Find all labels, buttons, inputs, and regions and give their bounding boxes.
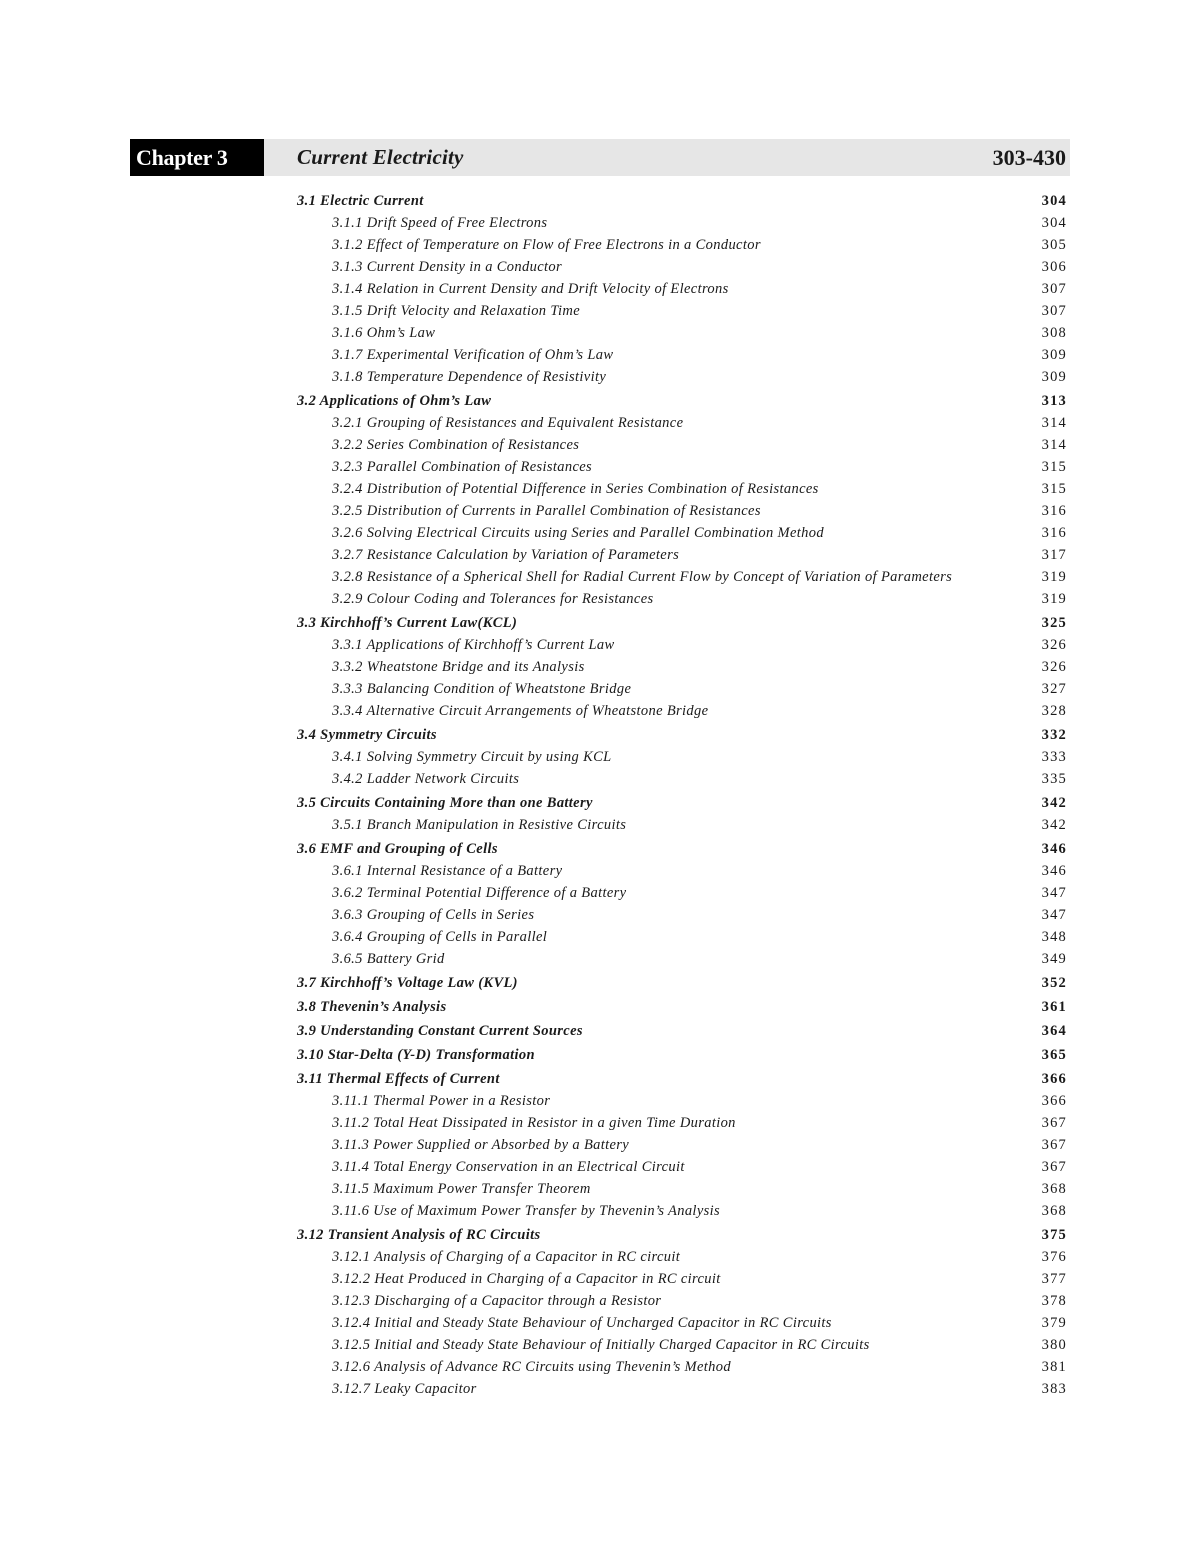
toc-entry-page: 347 [1041, 885, 1067, 901]
toc-entry-page: 332 [1041, 727, 1067, 743]
toc-subsection-row [297, 746, 1067, 768]
toc-entry-title: 3.1.8 Temperature Dependence of Resistivity [332, 369, 607, 385]
toc-entry-title: 3.11 Thermal Effects of Current [297, 1071, 500, 1087]
toc-subsection-row [297, 544, 1067, 566]
toc-entry-page: 313 [1041, 393, 1067, 409]
toc-entry-title: 3.6.3 Grouping of Cells in Series [332, 907, 535, 923]
toc-entry-page: 368 [1041, 1203, 1067, 1219]
toc-entry-page: 314 [1041, 415, 1067, 431]
toc-entry-page: 346 [1041, 863, 1067, 879]
toc-entry-title: 3.1.1 Drift Speed of Free Electrons [332, 215, 548, 231]
toc-subsection-row [297, 1090, 1067, 1112]
toc-entry-page: 325 [1041, 615, 1067, 631]
toc-entry-page: 328 [1041, 703, 1067, 719]
toc-entry-title: 3.6.5 Battery Grid [332, 951, 445, 967]
toc-subsection-row [297, 1134, 1067, 1156]
toc-entry-page: 349 [1041, 951, 1067, 967]
toc-entry-title: 3.2.9 Colour Coding and Tolerances for Resistances [332, 591, 654, 607]
toc-entry-page: 342 [1041, 795, 1067, 811]
toc-entry-page: 316 [1041, 503, 1067, 519]
toc-subsection-row [297, 904, 1067, 926]
toc-entry-title: 3.2.2 Series Combination of Resistances [332, 437, 580, 453]
toc-entry-page: 367 [1041, 1115, 1067, 1131]
toc-entry-title: 3.3 Kirchhoff’s Current Law(KCL) [297, 615, 518, 631]
toc-subsection-row [297, 300, 1067, 322]
toc-subsection-row [297, 926, 1067, 948]
table-of-contents [297, 190, 1067, 1400]
toc-entry-page: 361 [1041, 999, 1067, 1015]
toc-section-row [297, 838, 1067, 860]
toc-entry-title: 3.4.1 Solving Symmetry Circuit by using KCL [332, 749, 612, 765]
toc-entry-title: 3.4 Symmetry Circuits [297, 727, 437, 743]
toc-entry-title: 3.9 Understanding Constant Current Sources [297, 1023, 583, 1039]
toc-entry-title: 3.7 Kirchhoff’s Voltage Law (KVL) [297, 975, 518, 991]
toc-entry-title: 3.1.7 Experimental Verification of Ohm’s Law [332, 347, 614, 363]
toc-subsection-row [297, 234, 1067, 256]
toc-entry-title: 3.11.6 Use of Maximum Power Transfer by Thevenin’s Analysis [332, 1203, 720, 1219]
toc-entry-title: 3.1.4 Relation in Current Density and Drift Velocity of Electrons [332, 281, 729, 297]
chapter-header [130, 139, 1070, 176]
toc-entry-page: 381 [1041, 1359, 1067, 1375]
toc-entry-page: 366 [1041, 1071, 1067, 1087]
toc-entry-title: 3.11.1 Thermal Power in a Resistor [332, 1093, 551, 1109]
toc-subsection-row [297, 456, 1067, 478]
toc-entry-page: 364 [1041, 1023, 1067, 1039]
toc-section-row [297, 1224, 1067, 1246]
toc-entry-page: 367 [1041, 1159, 1067, 1175]
toc-entry-title: 3.2.5 Distribution of Currents in Parallel Combination of Resistances [332, 503, 761, 519]
toc-entry-page: 319 [1041, 591, 1067, 607]
toc-entry-title: 3.2.4 Distribution of Potential Difference in Series Combination of Resistances [332, 481, 819, 497]
toc-subsection-row [297, 768, 1067, 790]
toc-subsection-row [297, 278, 1067, 300]
toc-subsection-row [297, 678, 1067, 700]
toc-entry-title: 3.12.3 Discharging of a Capacitor through a Resistor [332, 1293, 662, 1309]
toc-entry-page: 306 [1041, 259, 1067, 275]
toc-entry-page: 319 [1041, 569, 1067, 585]
toc-entry-title: 3.12 Transient Analysis of RC Circuits [297, 1227, 541, 1243]
toc-subsection-row [297, 566, 1067, 588]
toc-subsection-row [297, 256, 1067, 278]
toc-entry-page: 315 [1041, 481, 1067, 497]
toc-entry-page: 367 [1041, 1137, 1067, 1153]
toc-entry-title: 3.1 Electric Current [297, 193, 424, 209]
toc-subsection-row [297, 1268, 1067, 1290]
toc-subsection-row [297, 366, 1067, 388]
toc-entry-title: 3.3.2 Wheatstone Bridge and its Analysis [332, 659, 585, 675]
toc-entry-page: 309 [1041, 369, 1067, 385]
toc-subsection-row [297, 882, 1067, 904]
chapter-title: Current Electricity [297, 145, 464, 169]
toc-subsection-row [297, 948, 1067, 970]
toc-entry-title: 3.2.1 Grouping of Resistances and Equivalent Resistance [332, 415, 684, 431]
toc-section-row [297, 972, 1067, 994]
toc-section-row [297, 724, 1067, 746]
toc-entry-title: 3.1.5 Drift Velocity and Relaxation Time [332, 303, 580, 319]
toc-subsection-row [297, 588, 1067, 610]
toc-entry-title: 3.11.2 Total Heat Dissipated in Resistor in a given Time Duration [332, 1115, 736, 1131]
toc-entry-title: 3.3.1 Applications of Kirchhoff’s Current Law [332, 637, 615, 653]
toc-entry-title: 3.10 Star-Delta (Y-D) Transformation [297, 1047, 535, 1063]
toc-entry-title: 3.5.1 Branch Manipulation in Resistive Circuits [332, 817, 627, 833]
toc-subsection-row [297, 860, 1067, 882]
toc-subsection-row [297, 478, 1067, 500]
toc-entry-page: 326 [1041, 637, 1067, 653]
toc-entry-title: 3.11.3 Power Supplied or Absorbed by a Battery [332, 1137, 630, 1153]
toc-entry-page: 346 [1041, 841, 1067, 857]
toc-section-row [297, 1044, 1067, 1066]
toc-entry-title: 3.3.3 Balancing Condition of Wheatstone Bridge [332, 681, 632, 697]
toc-entry-title: 3.4.2 Ladder Network Circuits [332, 771, 520, 787]
toc-subsection-row [297, 522, 1067, 544]
toc-entry-title: 3.6.1 Internal Resistance of a Battery [332, 863, 563, 879]
toc-section-row [297, 1068, 1067, 1090]
toc-entry-page: 308 [1041, 325, 1067, 341]
toc-entry-page: 342 [1041, 817, 1067, 833]
toc-subsection-row [297, 1356, 1067, 1378]
toc-subsection-row [297, 412, 1067, 434]
toc-entry-page: 348 [1041, 929, 1067, 945]
toc-entry-page: 347 [1041, 907, 1067, 923]
toc-subsection-row [297, 700, 1067, 722]
toc-subsection-row [297, 1290, 1067, 1312]
toc-entry-page: 380 [1041, 1337, 1067, 1353]
toc-subsection-row [297, 500, 1067, 522]
toc-entry-title: 3.3.4 Alternative Circuit Arrangements of Wheatstone Bridge [332, 703, 709, 719]
chapter-page-range: 303-430 [992, 144, 1066, 170]
toc-entry-title: 3.2 Applications of Ohm’s Law [297, 393, 492, 409]
toc-entry-title: 3.6 EMF and Grouping of Cells [297, 841, 498, 857]
toc-entry-page: 309 [1041, 347, 1067, 363]
toc-entry-title: 3.6.4 Grouping of Cells in Parallel [332, 929, 548, 945]
chapter-title-bar [264, 139, 1070, 176]
toc-subsection-row [297, 434, 1067, 456]
toc-entry-title: 3.2.6 Solving Electrical Circuits using Series and Parallel Combination Method [332, 525, 824, 541]
toc-entry-page: 317 [1041, 547, 1067, 563]
toc-entry-page: 304 [1041, 193, 1067, 209]
toc-subsection-row [297, 1178, 1067, 1200]
toc-entry-title: 3.5 Circuits Containing More than one Battery [297, 795, 593, 811]
toc-entry-title: 3.2.8 Resistance of a Spherical Shell for Radial Current Flow by Concept of Variation of Parameters [332, 569, 953, 585]
toc-subsection-row [297, 814, 1067, 836]
toc-entry-title: 3.11.4 Total Energy Conservation in an Electrical Circuit [332, 1159, 685, 1175]
toc-entry-title: 3.12.5 Initial and Steady State Behaviour of Initially Charged Capacitor in RC Circuits [332, 1337, 870, 1353]
toc-entry-title: 3.1.3 Current Density in a Conductor [332, 259, 562, 275]
toc-entry-page: 352 [1041, 975, 1067, 991]
toc-entry-page: 326 [1041, 659, 1067, 675]
toc-entry-page: 379 [1041, 1315, 1067, 1331]
toc-entry-page: 304 [1041, 215, 1067, 231]
toc-entry-page: 333 [1041, 749, 1067, 765]
toc-entry-title: 3.6.2 Terminal Potential Difference of a Battery [332, 885, 627, 901]
toc-entry-page: 365 [1041, 1047, 1067, 1063]
toc-subsection-row [297, 322, 1067, 344]
toc-subsection-row [297, 634, 1067, 656]
toc-entry-page: 335 [1041, 771, 1067, 787]
toc-entry-page: 305 [1041, 237, 1067, 253]
toc-section-row [297, 1020, 1067, 1042]
toc-entry-page: 375 [1041, 1227, 1067, 1243]
toc-entry-title: 3.12.2 Heat Produced in Charging of a Capacitor in RC circuit [332, 1271, 721, 1287]
chapter-label: Chapter 3 [130, 139, 264, 176]
toc-entry-title: 3.12.1 Analysis of Charging of a Capacitor in RC circuit [332, 1249, 681, 1265]
toc-entry-title: 3.12.6 Analysis of Advance RC Circuits using Thevenin’s Method [332, 1359, 731, 1375]
toc-entry-title: 3.1.2 Effect of Temperature on Flow of Free Electrons in a Conductor [332, 237, 761, 253]
toc-entry-title: 3.12.7 Leaky Capacitor [332, 1381, 477, 1397]
toc-entry-title: 3.12.4 Initial and Steady State Behaviour of Uncharged Capacitor in RC Circuits [332, 1315, 832, 1331]
toc-subsection-row [297, 212, 1067, 234]
toc-entry-page: 383 [1041, 1381, 1067, 1397]
toc-entry-page: 316 [1041, 525, 1067, 541]
toc-entry-title: 3.8 Thevenin’s Analysis [297, 999, 447, 1015]
toc-entry-page: 377 [1041, 1271, 1067, 1287]
toc-entry-page: 378 [1041, 1293, 1067, 1309]
toc-entry-page: 376 [1041, 1249, 1067, 1265]
toc-section-row [297, 792, 1067, 814]
toc-subsection-row [297, 344, 1067, 366]
toc-entry-title: 3.2.7 Resistance Calculation by Variation of Parameters [332, 547, 680, 563]
toc-subsection-row [297, 656, 1067, 678]
toc-subsection-row [297, 1156, 1067, 1178]
toc-entry-title: 3.11.5 Maximum Power Transfer Theorem [332, 1181, 591, 1197]
toc-entry-title: 3.2.3 Parallel Combination of Resistances [332, 459, 593, 475]
toc-subsection-row [297, 1246, 1067, 1268]
toc-entry-page: 307 [1041, 303, 1067, 319]
toc-section-row [297, 390, 1067, 412]
toc-subsection-row [297, 1378, 1067, 1400]
toc-entry-title: 3.1.6 Ohm’s Law [332, 325, 436, 341]
toc-entry-page: 307 [1041, 281, 1067, 297]
toc-entry-page: 314 [1041, 437, 1067, 453]
toc-entry-page: 315 [1041, 459, 1067, 475]
toc-section-row [297, 996, 1067, 1018]
toc-entry-page: 368 [1041, 1181, 1067, 1197]
toc-subsection-row [297, 1200, 1067, 1222]
toc-section-row [297, 612, 1067, 634]
toc-entry-page: 366 [1041, 1093, 1067, 1109]
toc-subsection-row [297, 1112, 1067, 1134]
toc-entry-page: 327 [1041, 681, 1067, 697]
toc-subsection-row [297, 1312, 1067, 1334]
toc-section-row [297, 190, 1067, 212]
toc-subsection-row [297, 1334, 1067, 1356]
